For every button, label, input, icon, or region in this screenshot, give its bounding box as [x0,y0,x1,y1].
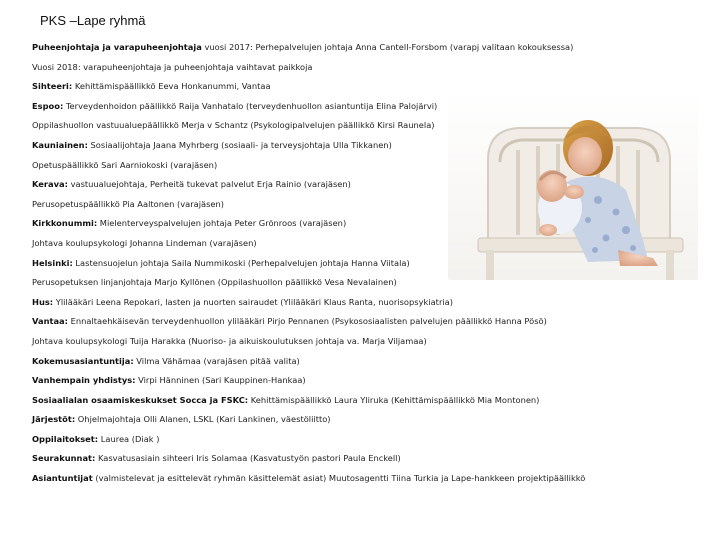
list-item [32,469,692,489]
list-item-text: Kehittämispäällikkö Laura Yliruka (Kehittämispäällikkö Mia Montonen) [248,394,540,405]
children-photo-illustration [448,90,698,280]
list-item-label: Seurakunnat: [32,453,96,464]
list-item-text: Virpi Hänninen (Sari Kauppinen-Hankaa) [135,375,306,386]
list-item [32,391,692,411]
list-item-text: Johtava koulupsykologi Johanna Lindeman (varajäsen) [32,237,257,248]
list-item-text: Johtava koulupsykologi Tuija Harakka (Nuoriso- ja aikuiskoulutuksen johtaja va. Marja Viljamaa) [32,335,427,346]
list-item-text: Ohjelmajohtaja Olli Alanen, LSKL (Kari Lankinen, väestöliitto) [75,414,331,425]
list-item-label: Hus: [32,296,54,307]
list-item-label: Sihteeri: [32,81,73,92]
list-item-text: vastuualuejohtaja, Perheitä tukevat palvelut Erja Rainio (varajäsen) [67,179,351,190]
list-item [32,352,692,372]
list-item-label: Kerava: [32,179,68,190]
list-item-label: Kokemusasiantuntija: [32,355,134,366]
list-item [32,430,692,450]
list-item-label: Kauniainen: [32,139,88,150]
list-item [32,371,692,391]
list-item [32,312,692,332]
list-item-label: Vantaa: [32,316,68,327]
list-item-label: Oppilaitokset: [32,433,99,444]
list-item-text: Vilma Vähämaa (varajäsen pitää valita) [133,355,300,366]
page-title: PKS –Lape ryhmä [40,13,146,28]
list-item [32,293,692,313]
list-item-text: Vuosi 2018: varapuheenjohtaja ja puheenjohtaja vaihtavat paikkoja [32,61,313,72]
list-item-text: Ylilääkäri Leena Repokari, lasten ja nuorten sairaudet (Ylilääkäri Klaus Ranta, nuorisopsykiatria) [53,296,453,307]
list-item [32,58,692,78]
list-item [32,38,692,58]
list-item-text: Ennaltaehkäisevän terveydenhuollon ylilääkäri Pirjo Pennanen (Psykososiaalisten palvelujen päällikkö Hanna Pösö) [67,316,547,327]
list-item-label: Vanhempain yhdistys: [32,375,136,386]
list-item-text: vuosi 2017: Perhepalvelujen johtaja Anna Cantell-Forsbom (varapj valitaan kokouksessa) [201,42,574,52]
list-item-text: Kehittämispäällikkö Eeva Honkanummi, Vantaa [72,81,271,92]
list-item-label: Helsinki: [32,257,73,268]
list-item [32,449,692,469]
list-item-text: (valmistelevat ja esittelevät ryhmän käsittelemät asiat) Muutosagentti Tiina Turkia ja Lape-hankkeen projektipäällikkö [92,473,586,484]
list-item-label: Puheenjohtaja ja varapuheenjohtaja [32,42,202,52]
list-item-text: Kasvatusasiain sihteeri Iris Solamaa (Kasvatustyön pastori Paula Enckell) [95,453,401,464]
list-item-text: Opetuspäällikkö Sari Aarniokoski (varajäsen) [32,159,218,170]
list-item-label: Sosiaalialan osaamiskeskukset Socca ja FSKC: [32,394,249,405]
list-item-text: Mielenterveyspalvelujen johtaja Peter Grönroos (varajäsen) [97,218,347,229]
list-item [32,410,692,430]
list-item-label: Järjestöt: [32,414,76,425]
list-item-text: Perusopetuksen linjanjohtaja Marjo Kyllönen (Oppilashuollon päällikkö Vesa Nevalainen) [32,277,397,288]
list-item [32,332,692,352]
list-item-text: Lastensuojelun johtaja Saila Nummikoski (Perhepalvelujen johtaja Hanna Viitala) [72,257,410,268]
children-photo [448,90,698,280]
list-item-text: Perusopetuspäällikkö Pia Aaltonen (varajäsen) [32,198,225,209]
list-item-text: Terveydenhoidon päällikkö Raija Vanhatalo (terveydenhuollon asiantuntija Elina Palojärvi) [63,100,438,111]
list-item-label: Kirkkonummi: [32,218,98,229]
list-item-label: Asiantuntijat [32,473,93,484]
list-item-text: Sosiaalijohtaja Jaana Myhrberg (sosiaali- ja terveysjohtaja Ulla Tikkanen) [87,139,392,150]
list-item-label: Espoo: [32,100,64,111]
list-item-text: Laurea (Diak ) [98,433,160,444]
list-item-text: Oppilashuollon vastuualuepäällikkö Merja v Schantz (Psykologipalvelujen päällikkö Kirsi Raunela) [32,120,435,131]
